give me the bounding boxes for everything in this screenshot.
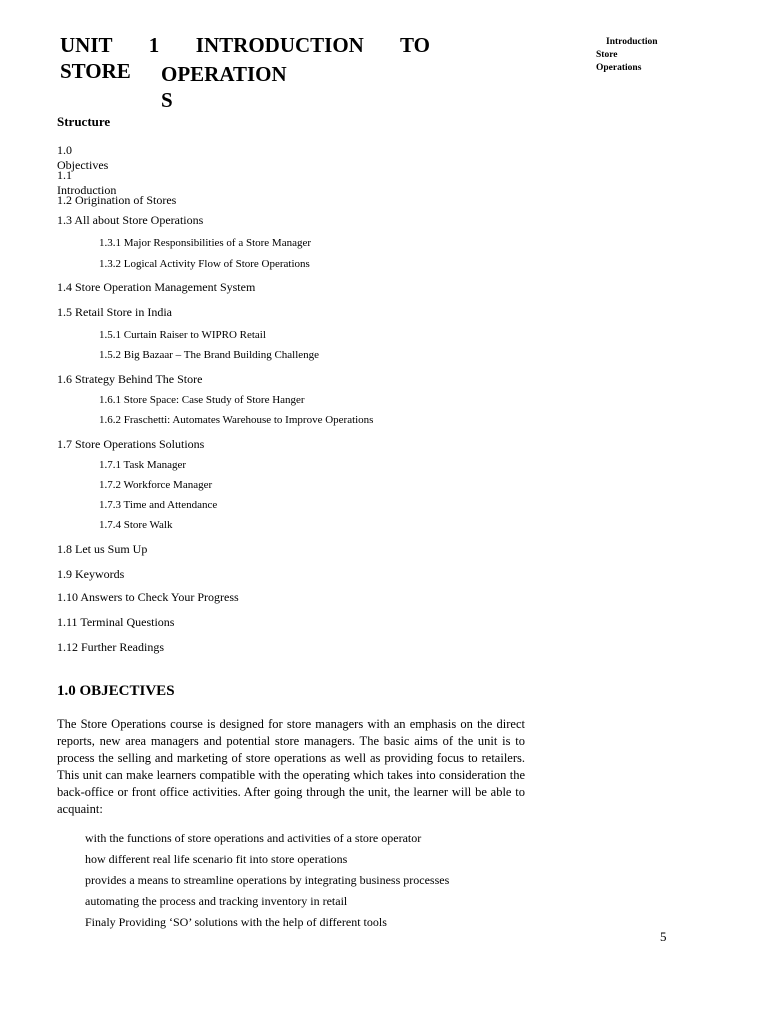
unit-title-line1: UNIT 1 INTRODUCTION TO	[60, 33, 430, 57]
toc-item: 1.8 Let us Sum Up	[57, 542, 148, 556]
list-item: with the functions of store operations and activities of a store operator	[85, 831, 422, 845]
unit-title-s: S	[161, 88, 173, 112]
toc-subitem: 1.7.3 Time and Attendance	[99, 499, 218, 511]
unit-title-operation: OPERATION	[161, 62, 287, 86]
toc-subitem: 1.3.2 Logical Activity Flow of Store Operations	[99, 258, 310, 270]
objectives-paragraph: The Store Operations course is designed for store managers with an emphasis on the direct reports, new area managers and potential store managers. The basic aims of the unit is to process the selling and marketing of store operations as well as providing focus to retailers. This unit can make learners compatible with the operating which takes into consideration the back-office or front office activities. After going through the unit, the learner will be able to acquaint:	[57, 717, 525, 816]
list-item: automating the process and tracking inventory in retail	[85, 894, 348, 908]
toc-subitem: 1.6.1 Store Space: Case Study of Store Hanger	[99, 394, 305, 406]
toc-item: 1.6 Strategy Behind The Store	[57, 372, 203, 386]
page-number: 5	[660, 929, 667, 944]
toc-item: 1.9 Keywords	[57, 567, 125, 581]
toc-subitem: 1.5.1 Curtain Raiser to WIPRO Retail	[99, 329, 266, 341]
side-header-line1: Introduction	[606, 37, 658, 47]
toc-item: 1.3 All about Store Operations	[57, 213, 204, 227]
side-running-header	[596, 36, 686, 75]
toc-item: 1.12 Further Readings	[57, 640, 164, 654]
toc-item: 1.10 Answers to Check Your Progress	[57, 590, 239, 604]
objectives-bullet-list	[85, 828, 505, 933]
side-header-line2: Store	[596, 50, 618, 60]
toc-item: 1.2 Origination of Stores	[57, 193, 177, 207]
toc-subitem: 1.6.2 Fraschetti: Automates Warehouse to Improve Operations	[99, 414, 374, 426]
toc-item: 1.11 Terminal Questions	[57, 615, 175, 629]
toc-subitem: 1.7.1 Task Manager	[99, 459, 187, 471]
toc-item: 1.1 Introduction	[57, 168, 117, 197]
list-item: provides a means to streamline operations by integrating business processes	[85, 873, 450, 887]
toc-subitem: 1.3.1 Major Responsibilities of a Store Manager	[99, 237, 312, 249]
toc-item: 1.7 Store Operations Solutions	[57, 437, 205, 451]
unit-title-store: STORE	[60, 59, 131, 83]
toc-item: 1.4 Store Operation Management System	[57, 280, 256, 294]
toc-subitem: 1.7.4 Store Walk	[99, 519, 173, 531]
section-heading-objectives: 1.0 OBJECTIVES	[57, 683, 175, 699]
toc-item: 1.0 Objectives	[57, 143, 109, 172]
list-item: Finaly Providing ‘SO’ solutions with the help of different tools	[85, 915, 387, 929]
structure-label: Structure	[57, 114, 111, 129]
toc-subitem: 1.5.2 Big Bazaar – The Brand Building Challenge	[99, 349, 320, 361]
list-item: how different real life scenario fit into store operations	[85, 852, 348, 866]
toc-item: 1.5 Retail Store in India	[57, 305, 172, 319]
toc-subitem: 1.7.2 Workforce Manager	[99, 479, 213, 491]
side-header-line3: Operations	[596, 63, 642, 73]
